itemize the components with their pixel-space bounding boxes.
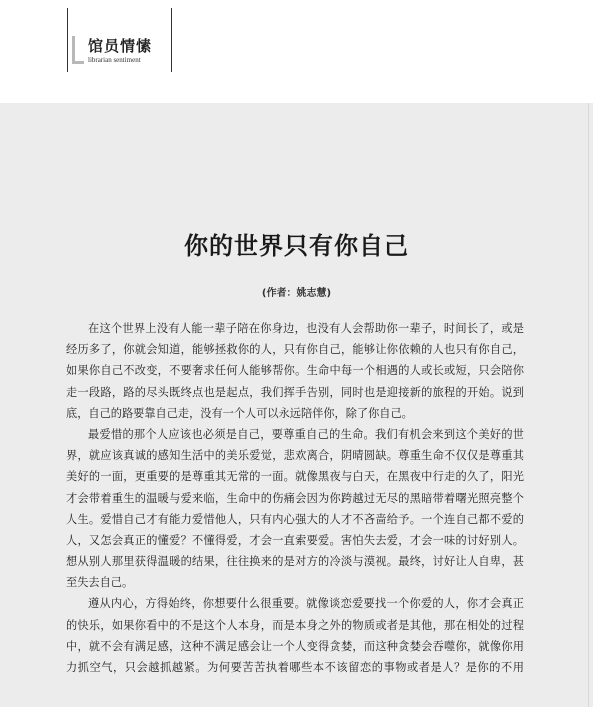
section-l-mark <box>72 36 84 64</box>
body-line: 遵从内心，方得始终，你想要什么很重要。就像谈恋爱要找一个你爱的人，你才会真正 <box>88 597 524 611</box>
body-line: 在这个世界上没有人能一辈子陪在你身边，也没有人会帮助你一辈子，时间长了，或是 <box>88 322 524 335</box>
body-line: 如果你自己不改变，不要奢求任何人能够帮你。生命中每一个相遇的人或长或短，只会陪你 <box>66 364 524 378</box>
body-line: 走一段路，路的尽头既终点也是起点，我们挥手告别，同时也是迎接新的旅程的开始。说到 <box>66 385 524 399</box>
header-right-rule <box>171 8 172 72</box>
section-title: 馆员情愫 <box>88 37 153 55</box>
body-line: 才会带着重生的温暖与爱来临，生命中的伤痛会因为你跨越过无尽的黑暗带着曙光照亮整个 <box>66 491 524 505</box>
page-header <box>0 0 593 103</box>
body-line: 至失去自己。 <box>66 576 134 590</box>
body-line: 底，自己的路要靠自己走，没有一个人可以永远陪伴你，除了你自己。 <box>66 406 413 420</box>
header-left-rule <box>67 8 68 72</box>
body-line: 经历多了，你就会知道，能够拯救你的人，只有你自己，能够让你依赖的人也只有你自己， <box>66 343 524 357</box>
body-line: 人，又怎会真正的懂爱？不懂得爱，才会一直索要爱。害怕失去爱，才会一味的讨好别人。 <box>66 533 524 547</box>
body-line: 中，就不会有满足感，这种不满足感会让一个人变得贪婪，而这种贪婪会吞噬你，就像你用 <box>66 639 524 653</box>
article-author: (作者：姚志慧) <box>261 288 332 299</box>
article-title: 你的世界只有你自己 <box>184 231 409 260</box>
body-line: 美好的一面，更重要的是尊重其无常的一面。就像黑夜与白天，在黑夜中行走的久了，阳光 <box>66 470 524 484</box>
body-line: 界，就应该真诚的感知生活中的美乐爱觉，悲欢离合，阴晴圆缺。尊重生命不仅仅是尊重其 <box>66 449 524 463</box>
body-line: 想从别人那里获得温暖的结果，往往换来的是对方的冷淡与漠视。最终，讨好让人自卑，甚 <box>66 555 524 569</box>
body-line: 力抓空气，只会越抓越紧。为何要苦苦执着哪些本不该留恋的事物或者是人？是你的不用 <box>66 661 524 674</box>
section-subtitle: librarian sentiment <box>88 56 141 64</box>
body-line: 人生。爱惜自己才有能力爱惜他人，只有内心强大的人才不吝啬给予。一个连自己都不爱的 <box>66 512 524 526</box>
body-line: 的快乐，如果你看中的不是这个人本身，而是本身之外的物质或者是其他，那在相处的过程 <box>66 618 524 632</box>
body-line: 最爱惜的那个人应该也必须是自己，要尊重自己的生命。我们有机会来到这个美好的世 <box>88 427 524 441</box>
article-body <box>66 318 524 678</box>
page-edge-divider <box>588 103 589 707</box>
